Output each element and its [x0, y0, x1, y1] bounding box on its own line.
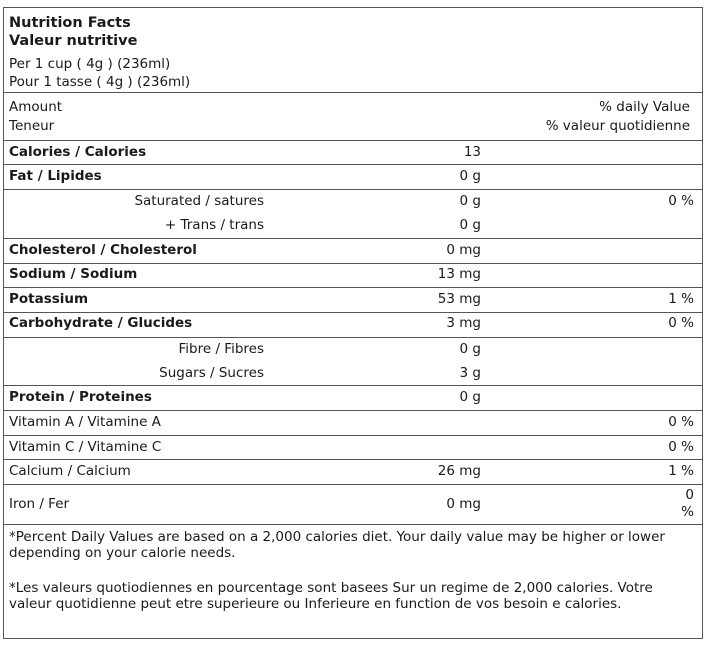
amount-heading-fr: Teneur: [9, 118, 55, 134]
divider: [4, 385, 702, 386]
nutrient-label-fibre: Fibre / Fibres: [178, 341, 264, 357]
nutrient-dv-vitamin-a: 0 %: [668, 414, 694, 430]
nutrient-label-sodium: Sodium / Sodium: [9, 266, 138, 282]
nutrient-amount-potassium: 53 mg: [437, 291, 481, 307]
divider: [4, 189, 702, 190]
nutrient-label-fat: Fat / Lipides: [9, 168, 102, 184]
nutrient-label-trans: + Trans / trans: [164, 217, 264, 233]
divider: [4, 287, 702, 288]
amount-heading-en: Amount: [9, 99, 63, 115]
divider: [4, 92, 702, 93]
serving-size-en: Per 1 cup ( 4g ) (236ml): [9, 56, 171, 72]
nutrient-label-vitamin-a: Vitamin A / Vitamine A: [9, 414, 161, 430]
divider: [4, 337, 702, 338]
nutrient-dv-calcium: 1 %: [668, 463, 694, 479]
divider: [4, 435, 702, 436]
nutrient-label-calcium: Calcium / Calcium: [9, 463, 131, 479]
nutrient-amount-carbohydrate: 3 mg: [446, 315, 481, 331]
divider: [4, 524, 702, 525]
divider: [4, 312, 702, 313]
nutrient-amount-iron: 0 mg: [446, 496, 481, 512]
nutrient-amount-fat: 0 g: [459, 168, 481, 184]
nutrient-dv-vitamin-c: 0 %: [668, 439, 694, 455]
nutrient-amount-protein: 0 g: [459, 389, 481, 405]
nutrient-amount-trans: 0 g: [459, 217, 481, 233]
title-en: Nutrition Facts: [9, 15, 131, 31]
nutrition-facts-panel: [3, 7, 703, 639]
nutrient-amount-sugars: 3 g: [459, 365, 481, 381]
nutrient-label-vitamin-c: Vitamin C / Vitamine C: [9, 439, 162, 455]
nutrient-dv-iron: 0: [685, 487, 694, 503]
footnote-fr: *Les valeurs quotiodiennes en pourcentage sont basees Sur un regime de 2,000 calories. Votre valeur quotidienne peut etre superieure ou Inferieure en function de vos besoin e calories.: [9, 580, 653, 612]
title-fr: Valeur nutritive: [9, 33, 138, 49]
nutrient-dv-saturated: 0 %: [668, 193, 694, 209]
nutrient-label-calories: Calories / Calories: [9, 144, 147, 160]
nutrient-label-carbohydrate: Carbohydrate / Glucides: [9, 315, 193, 331]
divider: [4, 238, 702, 239]
nutrient-amount-calories: 13: [463, 144, 481, 160]
divider: [4, 484, 702, 485]
nutrient-label-protein: Protein / Proteines: [9, 389, 152, 405]
daily-value-heading-en: % daily Value: [599, 99, 690, 115]
nutrient-amount-fibre: 0 g: [459, 341, 481, 357]
nutrient-amount-calcium: 26 mg: [437, 463, 481, 479]
divider: [4, 459, 702, 460]
divider: [4, 263, 702, 264]
serving-size-fr: Pour 1 tasse ( 4g ) (236ml): [9, 74, 191, 90]
nutrient-label-potassium: Potassium: [9, 291, 89, 307]
nutrient-dv-carbohydrate: 0 %: [668, 315, 694, 331]
nutrient-label-sugars: Sugars / Sucres: [159, 365, 264, 381]
nutrient-dv-potassium: 1 %: [668, 291, 694, 307]
nutrient-label-saturated: Saturated / satures: [134, 193, 264, 209]
footnote-en: *Percent Daily Values are based on a 2,000 calories diet. Your daily value may be higher or lower depending on your calorie needs.: [9, 529, 665, 561]
daily-value-heading-fr: % valeur quotidienne: [545, 118, 690, 134]
nutrient-amount-saturated: 0 g: [459, 193, 481, 209]
nutrient-label-cholesterol: Cholesterol / Cholesterol: [9, 242, 197, 258]
nutrient-amount-sodium: 13 mg: [437, 266, 481, 282]
nutrient-dv-iron-percent: %: [681, 504, 694, 520]
divider: [4, 410, 702, 411]
nutrient-amount-cholesterol: 0 mg: [446, 242, 481, 258]
divider: [4, 164, 702, 165]
nutrient-label-iron: Iron / Fer: [9, 496, 70, 512]
divider: [4, 140, 702, 141]
